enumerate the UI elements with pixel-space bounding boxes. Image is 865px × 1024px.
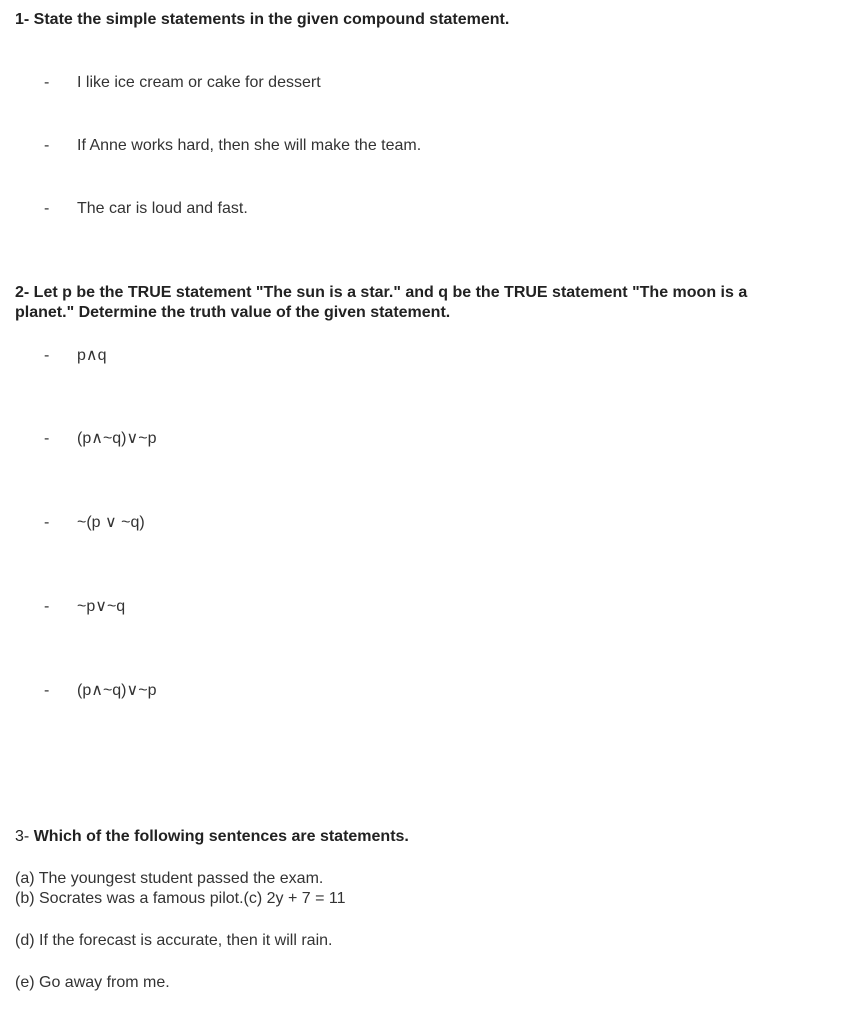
bullet-dash: -: [44, 430, 50, 447]
question-1-heading: 1- State the simple statements in the given compound statement.: [15, 11, 510, 28]
logic-expression: ~(p ∨ ~q): [77, 514, 145, 531]
item-text: I like ice cream or cake for dessert: [77, 74, 321, 91]
bullet-dash: -: [44, 682, 50, 699]
question-2-heading-line1: 2- Let p be the TRUE statement "The sun is a star." and q be the TRUE statement "The moon is a: [15, 284, 748, 301]
question-3-heading: [15, 827, 409, 847]
bullet-dash: -: [44, 514, 50, 531]
bullet-dash: -: [44, 74, 50, 91]
question-3-number: 3-: [15, 828, 30, 845]
sentence-option: (e) Go away from me.: [15, 974, 170, 991]
logic-expression: (p∧~q)∨~p: [77, 682, 157, 699]
question-2-heading-line2: planet." Determine the truth value of the given statement.: [15, 304, 451, 321]
logic-expression: p∧q: [77, 347, 107, 364]
sentence-option: (d) If the forecast is accurate, then it will rain.: [15, 932, 333, 949]
item-text: If Anne works hard, then she will make the team.: [77, 137, 422, 154]
logic-expression: (p∧~q)∨~p: [77, 430, 157, 447]
item-text: The car is loud and fast.: [77, 200, 248, 217]
sentence-option: (a) The youngest student passed the exam.: [15, 870, 324, 887]
sentence-option: (b) Socrates was a famous pilot.(c) 2y + 7 = 11: [15, 890, 346, 907]
logic-expression: ~p∨~q: [77, 598, 126, 615]
bullet-dash: -: [44, 200, 50, 217]
bullet-dash: -: [44, 137, 50, 154]
question-3-heading-text: Which of the following sentences are statements.: [33, 828, 409, 845]
bullet-dash: -: [44, 598, 50, 615]
bullet-dash: -: [44, 347, 50, 364]
